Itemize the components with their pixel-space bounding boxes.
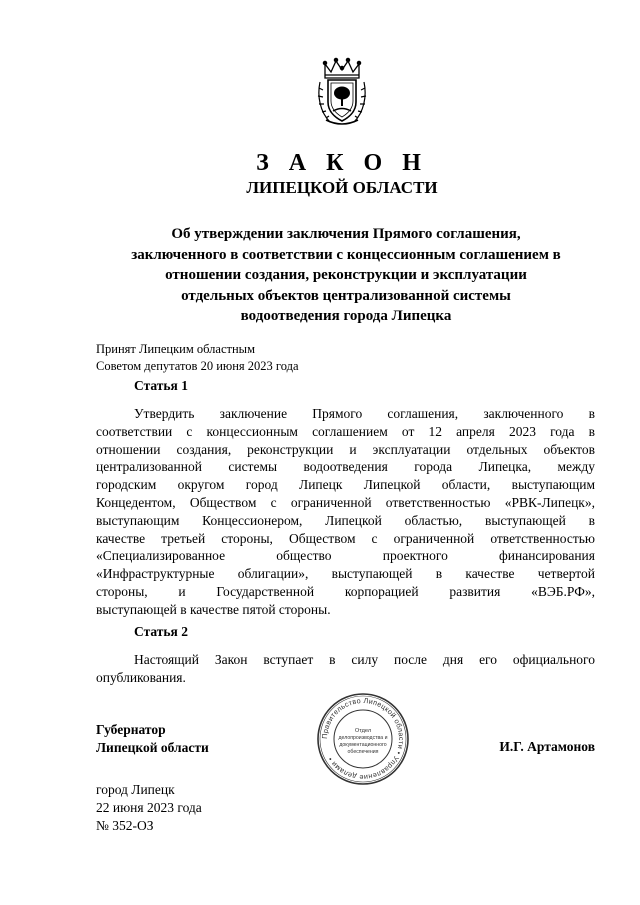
law-subject xyxy=(96,224,596,327)
text-line: опубликования. xyxy=(96,669,186,685)
text-line: Концедентом, Обществом с ограниченной ответственностью «РВК-Липецк», xyxy=(96,494,595,510)
adoption-line: Принят Липецким областным xyxy=(96,342,255,356)
article-2-text xyxy=(96,651,595,687)
coat-of-arms-icon xyxy=(316,56,368,128)
text-line: стороны, и Государственной корпорацией развития «ВЭБ.РФ», xyxy=(96,583,595,599)
article-1-heading: Статья 1 xyxy=(134,378,188,393)
subject-line: Об утверждении заключения Прямого соглашения, xyxy=(171,226,521,242)
stamp-center-line: делопроизводства и xyxy=(338,735,388,741)
text-line: «Инфраструктурные облигации», выступающей в качестве четвертой xyxy=(96,566,595,582)
stamp-ring-text: Правительство Липецкой области • Управление делами • xyxy=(319,695,407,783)
text-line: выступающим Концессионером, Липецкой областью, выступающей в xyxy=(96,512,595,528)
text-line: качестве третьей стороны, Обществом с ограниченной ответственностью xyxy=(96,530,595,546)
footer-number: № 352-ОЗ xyxy=(96,818,154,833)
law-title: З А К О Н xyxy=(256,150,428,176)
seal-stamp-icon xyxy=(316,692,410,786)
subject-line: заключенного в соответствии с концессионным соглашением в xyxy=(131,246,561,263)
subject-line: водоотведения города Липецка xyxy=(240,308,452,324)
article-2-heading: Статья 2 xyxy=(134,624,188,639)
text-line: централизованной системы водоотведения города Липецка, между xyxy=(96,459,595,475)
footer-city: город Липецк xyxy=(96,782,175,797)
subject-line: отдельных объектов централизованной системы xyxy=(181,287,511,304)
text-line: Утвердить заключение Прямого соглашения, заключенного в xyxy=(134,406,595,421)
text-line: Настоящий Закон вступает в силу после дня его официального xyxy=(134,652,595,667)
text-line: городским округом город Липецк Липецкой области, выступающим xyxy=(96,477,595,493)
adoption-note xyxy=(96,341,299,375)
stamp-center-line: Отдел xyxy=(354,728,372,734)
subject-line: отношении создания, реконструкции и эксплуатации xyxy=(165,267,527,283)
text-line: соответствии с концессионным соглашением от 12 апреля 2023 года в xyxy=(96,423,595,439)
governor-title-line: Губернатор xyxy=(96,722,166,737)
article-1-text xyxy=(96,405,595,619)
governor-title xyxy=(96,721,209,757)
text-line: отношении создания, реконструкции и эксплуатации отдельных объектов xyxy=(96,441,595,457)
adoption-line: Советом депутатов 20 июня 2023 года xyxy=(96,359,299,373)
text-line: выступающей в качестве пятой стороны. xyxy=(96,601,331,617)
footer-date: 22 июня 2023 года xyxy=(96,800,202,815)
governor-name: И.Г. Артамонов xyxy=(499,739,595,754)
text-line: «Специализированное общество проектного финансирования xyxy=(96,548,595,564)
region-title: ЛИПЕЦКОЙ ОБЛАСТИ xyxy=(246,178,438,197)
document-footer xyxy=(96,781,202,835)
stamp-center-line: обеспечения xyxy=(347,749,379,755)
governor-title-line: Липецкой области xyxy=(96,740,209,755)
stamp-center-line: документационного xyxy=(339,742,387,748)
